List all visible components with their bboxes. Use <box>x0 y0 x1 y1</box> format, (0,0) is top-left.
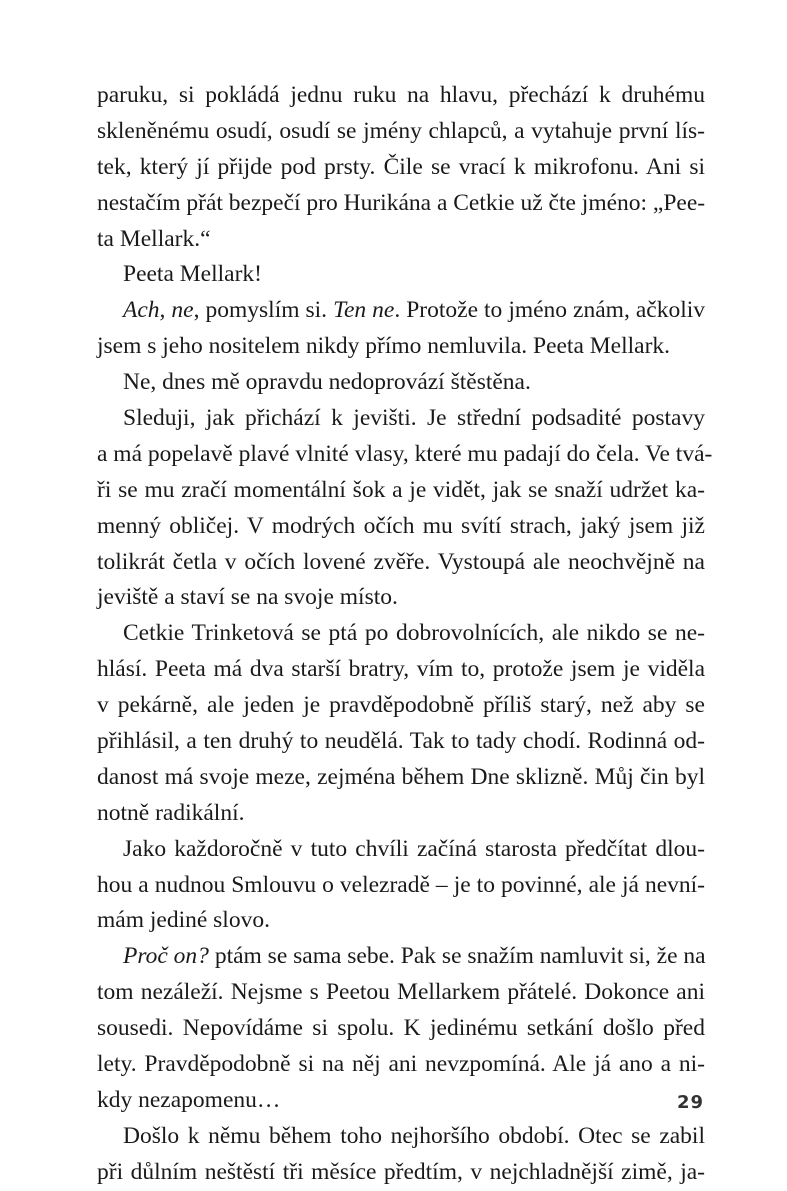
text-line: Ne, dnes mě opravdu nedoprovází štěstěna. <box>123 369 531 396</box>
text-line: Sleduji, jak přichází k jevišti. Je střední podsadité postavy <box>123 405 705 432</box>
italic-phrase: Ten ne <box>333 297 395 324</box>
text-line: při důlním neštěstí tři měsíce předtím, v nejchladnější zimě, ja- <box>97 1158 705 1185</box>
book-page-text <box>97 78 713 1191</box>
text-line: mám jediné slovo. <box>97 907 270 934</box>
italic-phrase: Ach, ne <box>123 297 194 324</box>
text-line: tom nezáleží. Nejsme s Peetou Mellarkem přátelé. Dokonce ani <box>97 979 705 1006</box>
text-line: ři se mu zračí momentální šok a je vidět, jak se snaží udržet ka- <box>97 476 705 503</box>
text-line: a má popelavě plavé vlnité vlasy, které mu padají do čela. Ve tvá- <box>97 440 713 467</box>
text-fragment: . Protože to jméno znám, ačkoliv <box>394 297 706 324</box>
text-line <box>97 939 705 975</box>
text-line: hou a nudnou Smlouvu o velezradě – je to povinné, ale já nevní- <box>97 871 705 898</box>
text-line: menný obličej. V modrých očích mu svítí strach, jaký jsem již <box>97 512 705 539</box>
text-line: danost má svoje meze, zejména během Dne sklizně. Můj čin byl <box>97 763 705 790</box>
page-number: 29 <box>676 1092 704 1113</box>
text-line: Cetkie Trinketová se ptá po dobrovolnících, ale nikdo se ne- <box>123 620 705 647</box>
text-fragment: ptám se sama sebe. Pak se snažím namluvit si, že na <box>208 943 706 970</box>
text-line: paruku, si pokládá jednu ruku na hlavu, přechází k druhému <box>97 82 705 108</box>
italic-phrase: Proč on? <box>123 943 209 970</box>
text-line: v pekárně, ale jeden je pravděpodobně příliš starý, než aby se <box>97 692 705 719</box>
text-line: notně radikální. <box>97 799 245 826</box>
text-line: jeviště a staví se na svoje místo. <box>97 584 398 611</box>
text-line: tolikrát četla v očích lovené zvěře. Vystoupá ale neochvějně na <box>97 548 705 575</box>
text-line: přihlásil, a ten druhý to neudělá. Tak to tady chodí. Rodinná od- <box>97 728 705 755</box>
text-line: sousedi. Nepovídáme si spolu. K jedinému setkání došlo před <box>97 1015 705 1042</box>
text-line: kdy nezapomenu… <box>97 1086 281 1113</box>
text-line: hlásí. Peeta má dva starší bratry, vím to, protože jsem je viděla <box>97 656 705 683</box>
text-fragment: , pomyslím si. <box>193 297 334 324</box>
text-line: skleněnému osudí, osudí se jmény chlapců, a vytahuje první lís- <box>97 117 705 144</box>
text-line: jsem s jeho nositelem nikdy přímo nemluvila. Peeta Mellark. <box>97 333 671 360</box>
text-line: Došlo k němu během toho nejhoršího období. Otec se zabil <box>123 1122 705 1149</box>
text-line: lety. Pravděpodobně si na něj ani nevzpomíná. Ale já ano a ni- <box>97 1051 705 1078</box>
text-line: tek, který jí přijde pod prsty. Čile se vrací k mikrofonu. Ani si <box>97 153 705 180</box>
text-line: Jako každoročně v tuto chvíli začíná starosta předčítat dlou- <box>123 835 705 862</box>
text-line <box>97 293 705 329</box>
text-line: ta Mellark.“ <box>97 225 211 252</box>
text-line: nestačím přát bezpečí pro Hurikána a Cetkie už čte jméno: „Pee- <box>97 189 706 216</box>
text-line: Peeta Mellark! <box>123 261 262 288</box>
